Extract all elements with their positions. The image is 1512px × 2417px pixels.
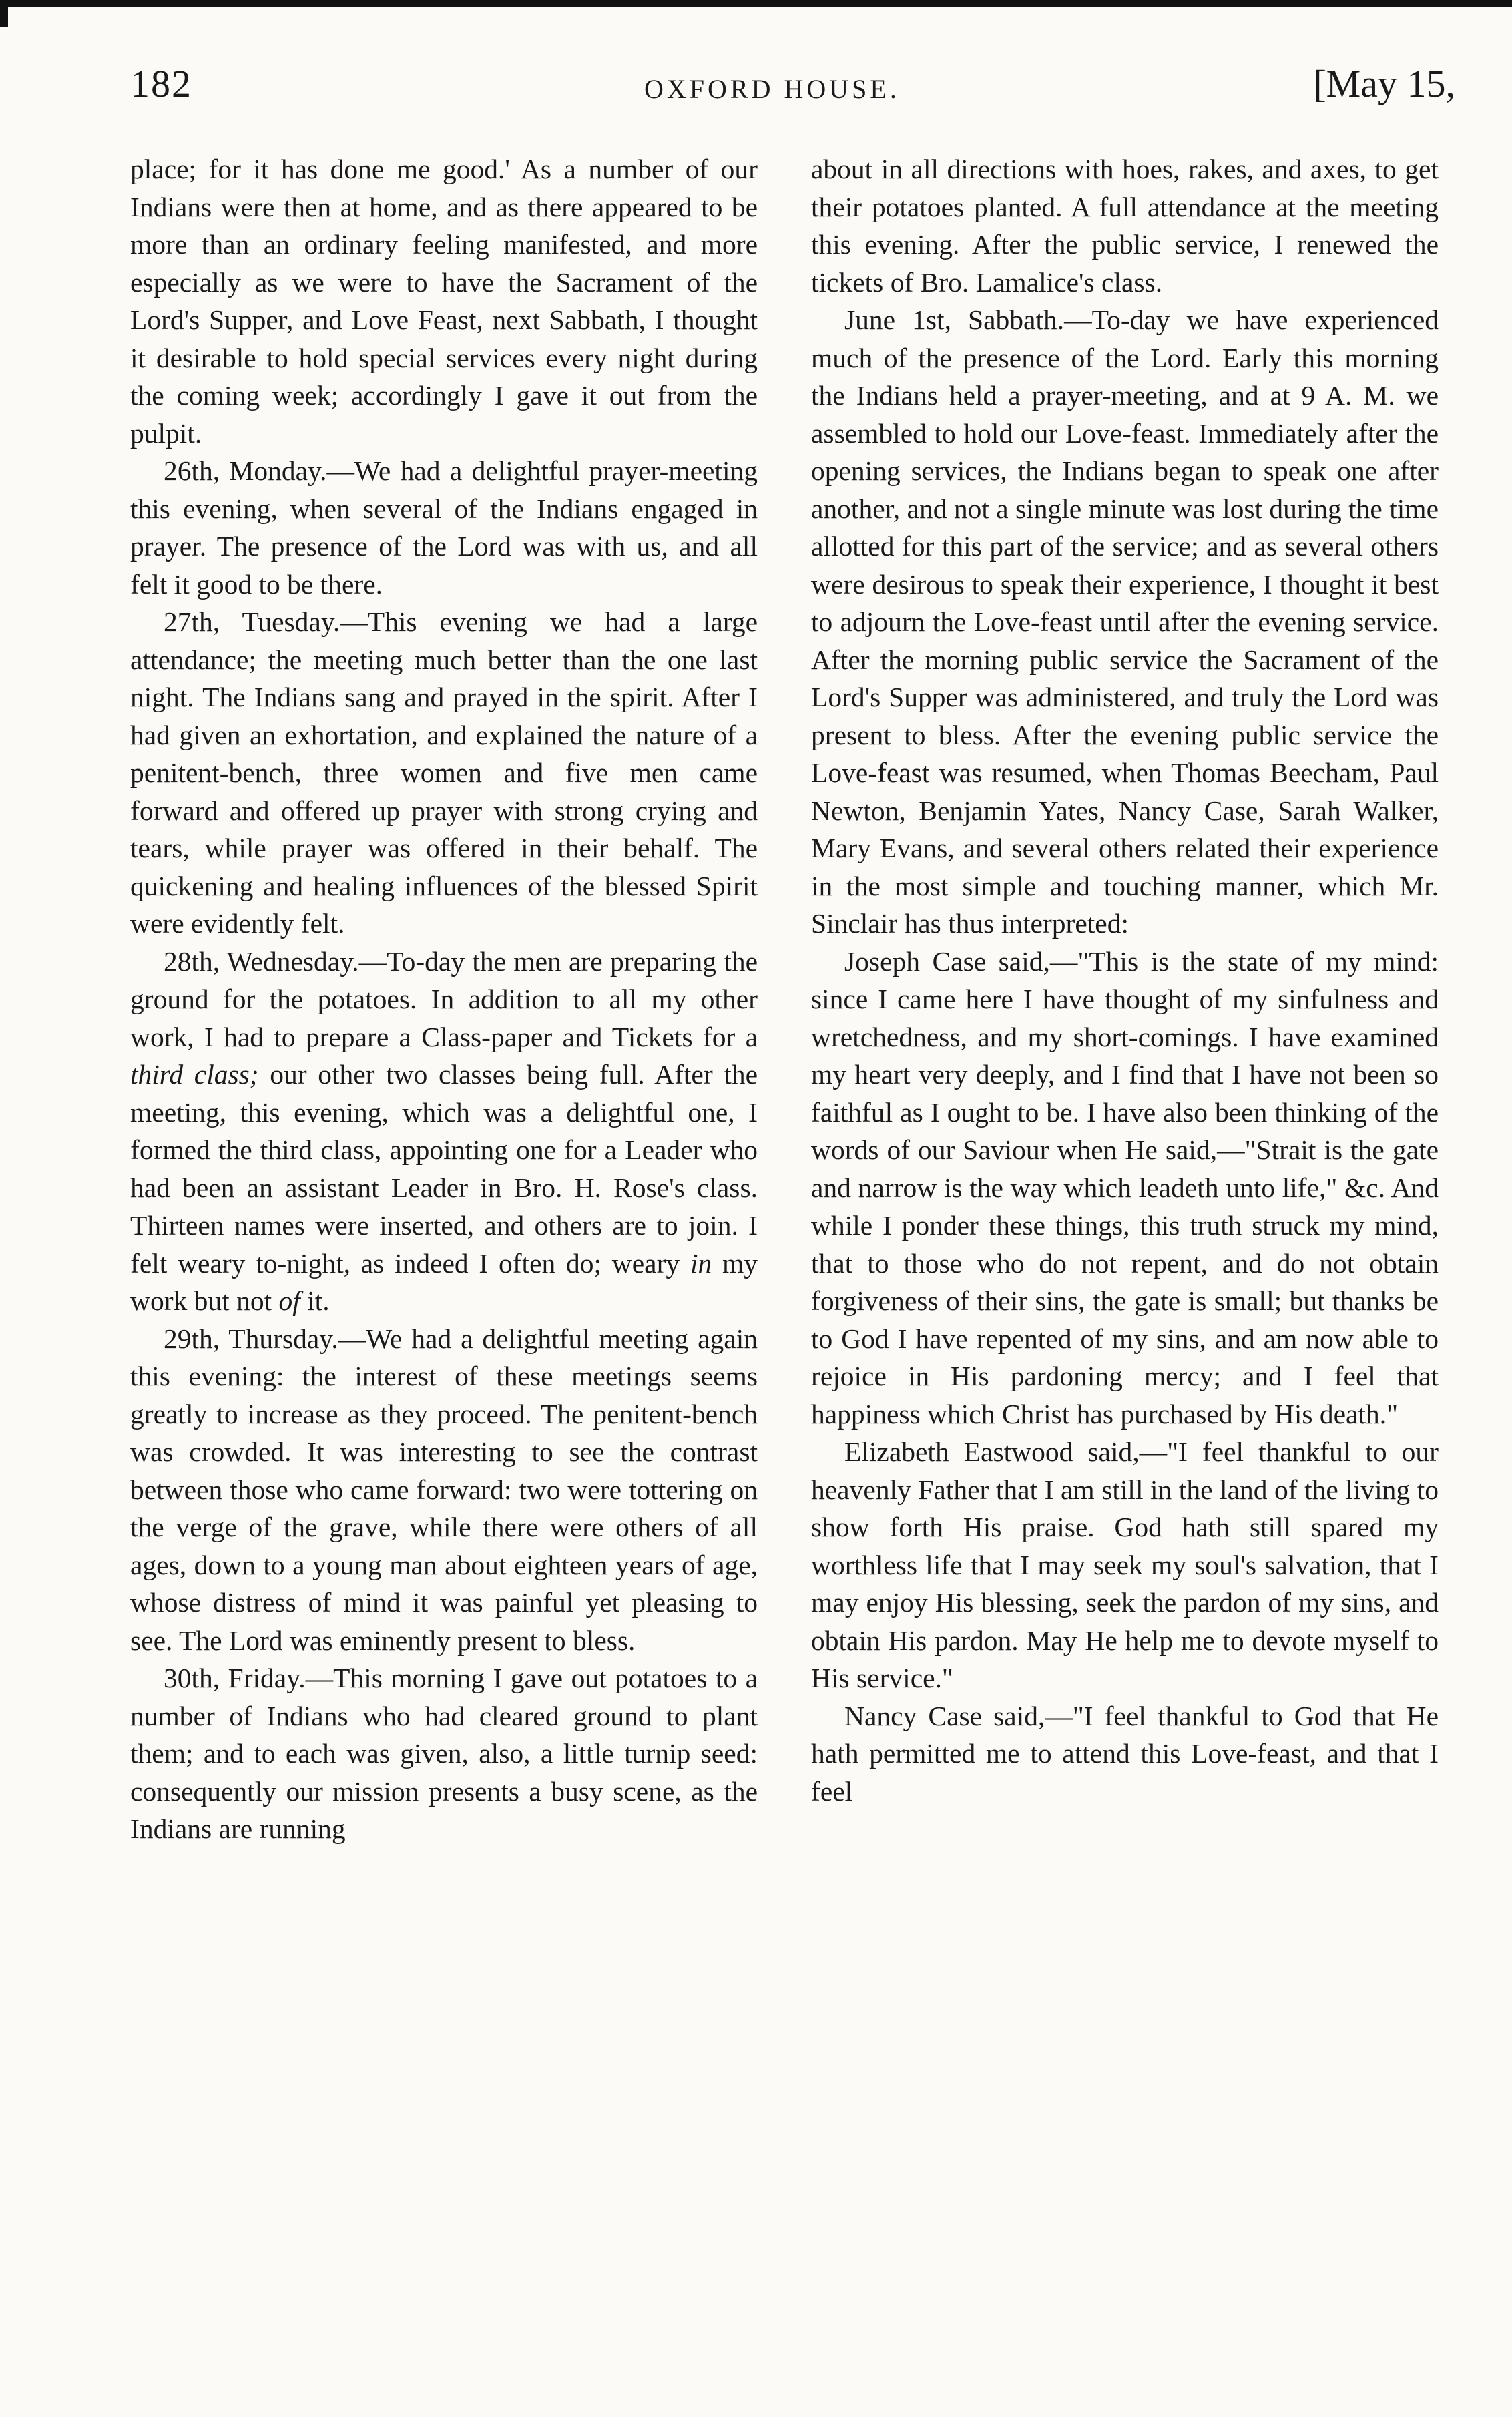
paragraph: Elizabeth Eastwood said,—"I feel thankful to our heavenly Father that I am still in the land of the living to show forth His praise. God hath still spared my worthless life that I may seek my soul's salvation, that I may enjoy His blessing, seek the pardon of my sins, and obtain His pardon. May He help me to devote myself to His service." xyxy=(811,1436,1439,1693)
running-header xyxy=(130,61,1455,122)
paragraph: 29th, Thursday.—We had a delightful meeting again this evening: the interest of these meetings seems greatly to increase as they proceed. The penitent-bench was crowded. It was interesting to see the contrast between those who came forward: two were tottering on the verge of the grave, while there were others of all ages, down to a young man about eighteen years of age, whose distress of mind it was painful yet pleasing to see. The Lord was eminently present to bless. xyxy=(130,1323,758,1656)
paragraph: 26th, Monday.—We had a delightful prayer-meeting this evening, when several of the Indians engaged in prayer. The presence of the Lord was with us, and all felt it good to be there. xyxy=(130,455,758,600)
right-column xyxy=(811,150,1439,1810)
header-date: [May 15, xyxy=(1313,62,1455,105)
paragraph: Joseph Case said,—"This is the state of my mind: since I came here I have thought of my sinfulness and wretchedness, and my short-comings. I have examined my heart very deeply, and I find that I have not been so faithful as I ought to be. I have also been thinking of the words of our Saviour when He said,—"Strait is the gate and narrow is the way which leadeth unto life," &c. And while I ponder these things, this truth struck my mind, that to those who do not repent, and do not obtain forgiveness of their sins, the gate is small; but thanks be to God I have repented of my sins, and am now able to rejoice in His pardoning mercy; and I feel that happiness which Christ has purchased by His death." xyxy=(811,945,1439,1430)
paragraph: place; for it has done me good.' As a number of our Indians were then at home, and as there appeared to be more than an ordinary feeling manifested, and more especially as we were to have the Sacrament of the Lord's Supper, and Love Feast, next Sabbath, I thought it desirable to hold special services every night during the coming week; accordingly I gave it out from the pulpit. xyxy=(130,154,758,449)
paragraph: 28th, Wednesday.—To-day the men are preparing the ground for the potatoes. In addition to all my other work, I had to prepare a Class-paper and Tickets for a third class; our other two classes being full. After the meeting, this evening, which was a delightful one, I formed the third class, appointing one for a Leader who had been an assistant Leader in Bro. H. Rose's class. Thirteen names were inserted, and others are to join. I felt weary to-night, as indeed I often do; weary in my work but not of it. xyxy=(130,945,758,1316)
paragraph: 27th, Tuesday.—This evening we had a large attendance; the meeting much better than the one last night. The Indians sang and prayed in the spirit. After I had given an exhortation, and explained the nature of a penitent-bench, three women and five men came forward and offered up prayer with strong crying and tears, while prayer was offered in their behalf. The quickening and healing influences of the blessed Spirit were evidently felt. xyxy=(130,606,758,939)
page-number: 182 xyxy=(130,62,192,105)
left-column xyxy=(130,150,758,1848)
paragraph: June 1st, Sabbath.—To-day we have experienced much of the presence of the Lord. Early this morning the Indians held a prayer-meeting, and at 9 A. M. we assembled to hold our Love-feast. Immediately after the opening services, the Indians began to speak one after another, and not a single minute was lost during the time allotted for this part of the service; and as several others were desirous to speak their experience, I thought it best to adjourn the Love-feast until after the evening service. After the morning public service the Sacrament of the Lord's Supper was administered, and truly the Lord was present to bless. After the evening public service the Love-feast was resumed, when Thomas Beecham, Paul Newton, Benjamin Yates, Nancy Case, Sarah Walker, Mary Evans, and several others related their experience in the most simple and touching manner, which Mr. Sinclair has thus interpreted: xyxy=(811,304,1439,939)
running-title: OXFORD HOUSE. xyxy=(644,74,900,104)
top-rule xyxy=(0,0,1512,9)
paragraph: about in all directions with hoes, rakes, and axes, to get their potatoes planted. A full attendance at the meeting this evening. After the public service, I renewed the tickets of Bro. Lamalice's class. xyxy=(811,154,1439,298)
paragraph: Nancy Case said,—"I feel thankful to God that He hath permitted me to attend this Love-feast, and that I feel xyxy=(811,1700,1439,1807)
paragraph: 30th, Friday.—This morning I gave out potatoes to a number of Indians who had cleared ground to plant them; and to each was given, also, a little turnip seed: consequently our mission presents a busy scene, as the Indians are running xyxy=(130,1663,758,1844)
